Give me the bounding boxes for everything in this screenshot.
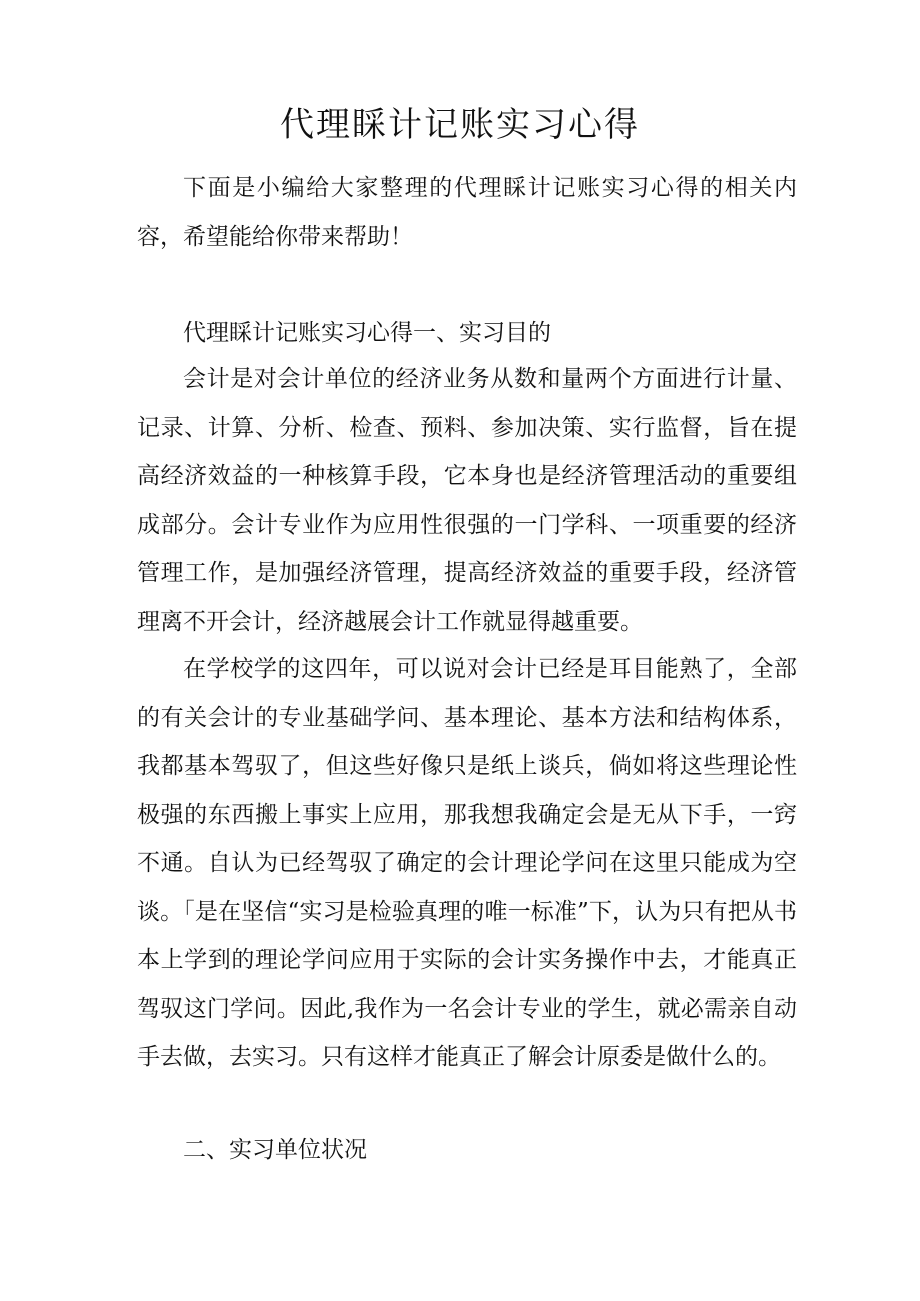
section-heading-1: 代理睬计记账实习心得一、实习目的 bbox=[183, 320, 551, 346]
section-heading-2: 二、实习单位状况 bbox=[183, 1137, 367, 1163]
document-title: 代理睬计记账实习心得 bbox=[280, 105, 640, 145]
body-paragraph-1: 会计是对会计单位的经济业务从数和量两个方面进行计量、记录、计算、分析、检查、预料、参加决策、实行监督，旨在提高经济效益的一种核算手段，它本身也是经济管理活动的重要组成部分。会计专业作为应用性很强的一门学科、一项重要的经济管理工作，是加强经济管理，提高经济效益的重要手段，经济管理离不开会计，经济越展会计工作就显得越重要。 bbox=[137, 366, 797, 635]
body-paragraph-2: 在学校学的这四年，可以说对会计已经是耳目能熟了，全部的有关会计的专业基础学问、基本理论、基本方法和结构体系，我都基本驾驭了，但这些好像只是纸上谈兵，倘如将这些理论性极强的东西搬上事实上应用，那我想我确定会是无从下手，一窍不通。自认为已经驾驭了确定的会计理论学问在这里只能成为空谈。「是在坚信“实习是检验真理的唯一标准”下，认为只有把从书本上学到的理论学问应用于实际的会计实务操作中去，才能真正驾驭这门学问。因此,我作为一名会计专业的学生，就必需亲自动手去做，去实习。只有这样才能真正了解会计原委是做什么的。 bbox=[137, 656, 797, 1070]
intro-paragraph: 下面是小编给大家整理的代理睬计记账实习心得的相关内容，希望能给你带来帮助！ bbox=[137, 175, 797, 250]
